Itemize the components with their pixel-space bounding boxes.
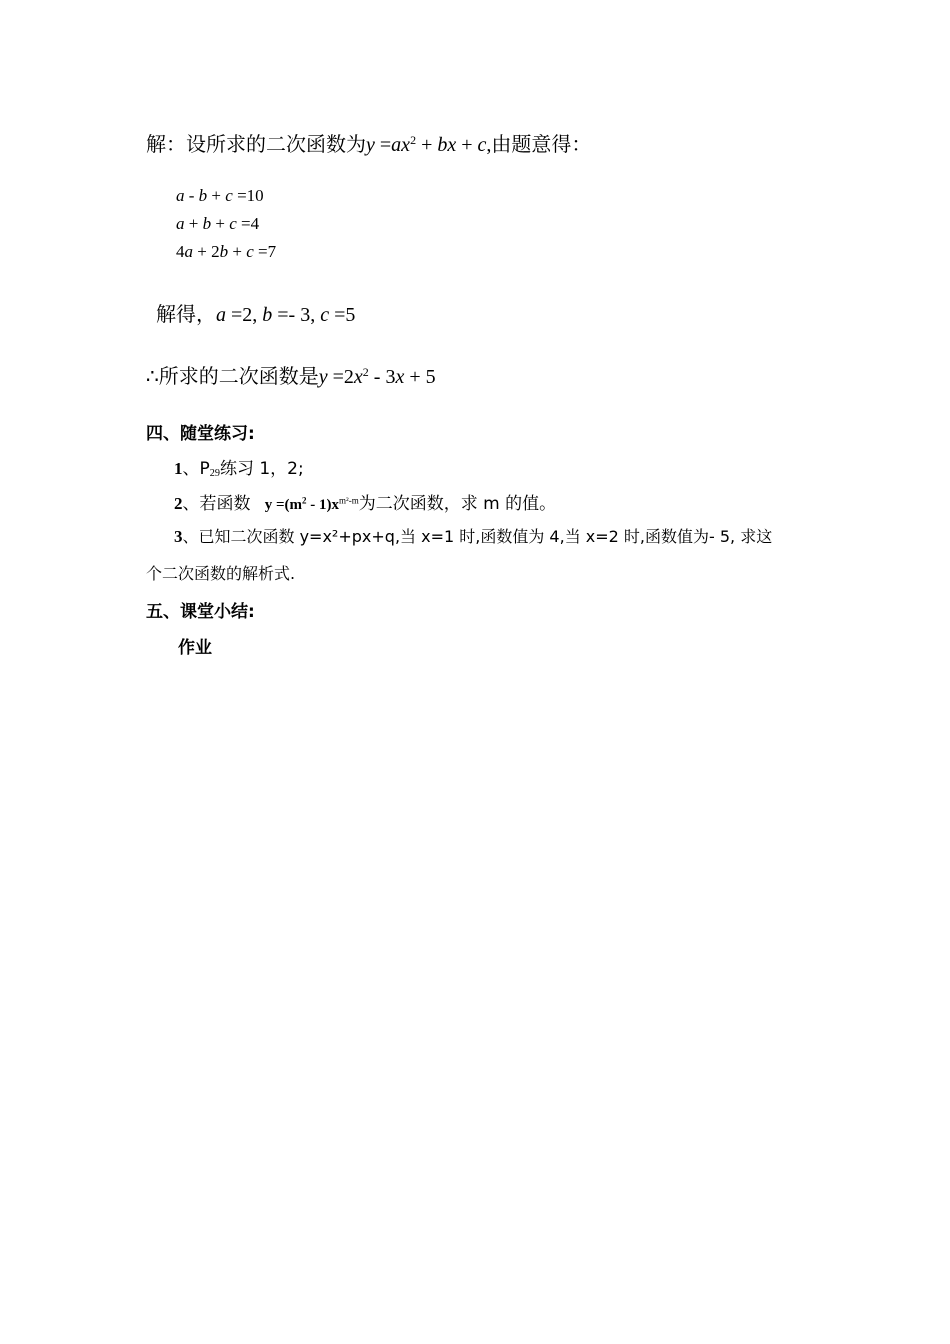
equation-2: a + b + c =4 bbox=[176, 214, 260, 233]
formula-c: c bbox=[477, 134, 487, 156]
solved-line bbox=[156, 298, 355, 327]
exercise-2 bbox=[174, 489, 556, 514]
ex2-num: 2 bbox=[174, 494, 183, 513]
solved-values: a =2, b =- 3, c =5 bbox=[216, 304, 356, 326]
homework-label: 作业 bbox=[178, 638, 212, 658]
solution-intro bbox=[146, 128, 591, 157]
therefore-text: ∴所求的二次函数是 bbox=[146, 364, 319, 388]
ex1-text-a: 、P bbox=[182, 459, 210, 479]
exercise-3 bbox=[174, 524, 772, 547]
equation-3: 4a + 2b + c =7 bbox=[176, 242, 277, 261]
solution-intro-tail: 由题意得： bbox=[491, 132, 592, 156]
formula-rest: + bbox=[416, 134, 438, 156]
ex3-text: 、已知二次函数 y=x²+px+q,当 x=1 时,函数值为 4,当 x=2 时,函数值为- 5, 求这 bbox=[182, 527, 773, 546]
formula-plus: + bbox=[456, 134, 478, 156]
therefore-line bbox=[146, 360, 436, 389]
formula-comma: , bbox=[486, 134, 492, 156]
formula-sup: 2 bbox=[410, 132, 417, 147]
ex1-sub: 29 bbox=[209, 468, 220, 480]
section4-heading: 四、随堂练习: bbox=[146, 424, 255, 444]
ex2-formula: $y =(m^2 - 1)x$ bbox=[264, 495, 340, 513]
formula-ax: ax bbox=[391, 134, 411, 156]
formula-eq: = bbox=[374, 134, 392, 156]
solution-intro-formula: y bbox=[366, 134, 375, 156]
ex2-text-b: 为二次函数，求 m 的值。 bbox=[358, 494, 557, 514]
ex1-num: 1 bbox=[174, 459, 183, 478]
solution-intro-text: 解：设所求的二次函数为 bbox=[146, 132, 366, 156]
exercise-3-cont: 个二次函数的解析式. bbox=[146, 564, 296, 583]
solved-prefix: 解得， bbox=[156, 302, 216, 326]
section5-heading: 五、课堂小结: bbox=[146, 602, 255, 622]
ex3-num: 3 bbox=[174, 527, 183, 546]
equation-1: a - b + c =10 bbox=[176, 186, 264, 205]
ex2-exp: m²-m bbox=[339, 495, 359, 506]
formula-bx: bx bbox=[437, 134, 457, 156]
therefore-formula: $y =2x^2 - 3x + 5$ bbox=[318, 364, 436, 388]
ex1-text-b: 练习 1，2; bbox=[219, 459, 304, 479]
ex2-text-a: 、若函数 bbox=[182, 494, 251, 514]
exercise-1 bbox=[174, 454, 304, 479]
